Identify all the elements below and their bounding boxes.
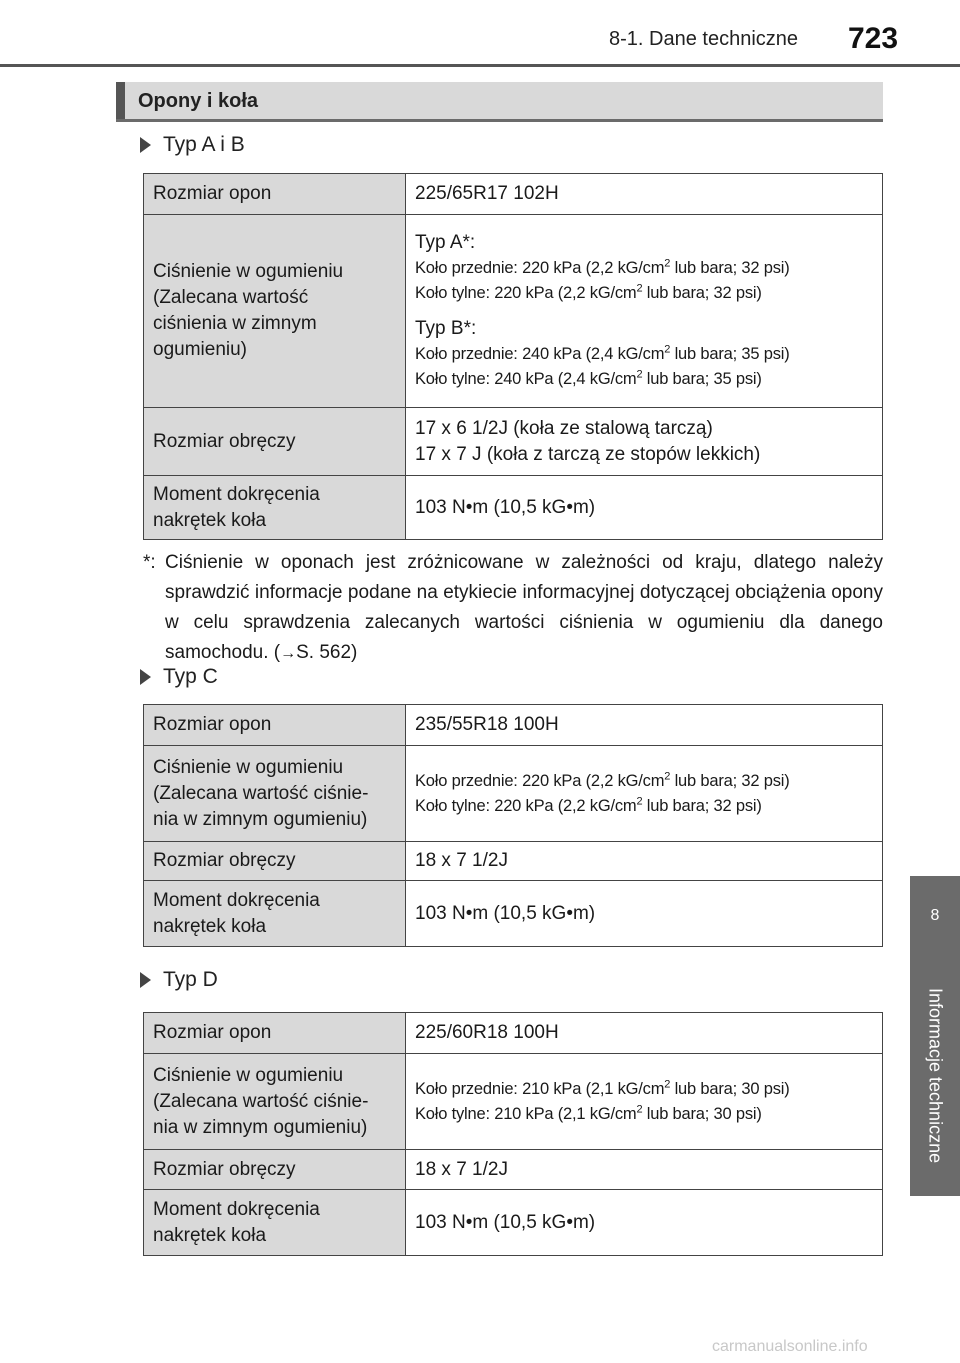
table-row <box>144 174 883 215</box>
table-row <box>144 1150 883 1190</box>
table-row <box>144 408 883 476</box>
row-label: Moment dokręcenia nakrętek koła <box>144 1190 406 1256</box>
row-value: 225/65R17 102H <box>406 174 883 215</box>
table-row <box>144 881 883 947</box>
row-value: 103 N•m (10,5 kG•m) <box>406 881 883 947</box>
subheading-label: Typ D <box>163 968 218 991</box>
row-label: Moment dokręcenia nakrętek koła <box>144 881 406 947</box>
footnote-page-ref: S. 562) <box>296 642 358 663</box>
section-title-bar <box>116 82 883 122</box>
row-label: Rozmiar opon <box>144 174 406 215</box>
table-row <box>144 1013 883 1054</box>
table-row <box>144 476 883 540</box>
pressure-front: Koło przednie: 210 kPa (2,1 $kG/cm^2$ lub bara; 30 psi) <box>415 1078 790 1098</box>
spec-table-type-ab <box>143 173 883 540</box>
subheading-label: Typ C <box>163 665 218 688</box>
pressure-rear: Koło tylne: 210 kPa (2,1 $kG/cm^2$ lub bara; 30 psi) <box>415 1103 762 1123</box>
arrow-right-icon: → <box>280 645 297 662</box>
spec-table-type-d <box>143 1012 883 1256</box>
row-label: Rozmiar opon <box>144 705 406 746</box>
pressure-rear: Koło tylne: 220 kPa (2,2 $kG/cm^2$ lub bara; 32 psi) <box>415 795 762 815</box>
row-value: 18 x 7 1/2J <box>406 842 883 881</box>
pressure-front: Koło przednie: 220 kPa (2,2 $kG/cm^2$ lub bara; 32 psi) <box>415 770 790 790</box>
table-row <box>144 1190 883 1256</box>
footnote-text: Ciśnienie w oponach jest zróżnicowane w zależności od kraju, dlatego należy sprawdzić informacje podane na etykiecie informacyjnej dotyczącej obciążenia opony w celu sprawdzenia zalecanych wartości ciśnienia w ogumieniu dla danego samochodu. ( <box>165 552 883 663</box>
row-value: 18 x 7 1/2J <box>406 1150 883 1190</box>
pressure-front: Koło przednie: 220 kPa (2,2 $kG/cm^2$ lub bara; 32 psi) <box>415 257 790 277</box>
pressure-front: Koło przednie: 240 kPa (2,4 $kG/cm^2$ lub bara; 35 psi) <box>415 343 790 363</box>
pressure-rear: Koło tylne: 240 kPa (2,4 $kG/cm^2$ lub bara; 35 psi) <box>415 368 762 388</box>
type-b-label: Typ B*: <box>415 318 477 339</box>
table-row <box>144 746 883 842</box>
row-label: Ciśnienie w ogumieniu (Zalecana wartość ciśnie- nia w zimnym ogumieniu) <box>144 746 406 842</box>
spec-table-type-c <box>143 704 883 947</box>
row-label: Rozmiar obręczy <box>144 842 406 881</box>
row-label: Ciśnienie w ogumieniu (Zalecana wartość ciśnienia w zimnym ogumieniu) <box>144 215 406 408</box>
footnote <box>143 548 883 669</box>
subheading-type-ab <box>140 133 245 157</box>
triangle-bullet-icon <box>140 137 151 153</box>
subheading-type-c <box>140 665 218 689</box>
header-rule <box>0 64 960 67</box>
row-label: Moment dokręcenia nakrętek koła <box>144 476 406 540</box>
row-label: Ciśnienie w ogumieniu (Zalecana wartość ciśnie- nia w zimnym ogumieniu) <box>144 1054 406 1150</box>
row-value <box>406 746 883 842</box>
triangle-bullet-icon <box>140 972 151 988</box>
footnote-marker: *: <box>143 552 156 573</box>
table-row <box>144 1054 883 1150</box>
row-value: 103 N•m (10,5 kG•m) <box>406 476 883 540</box>
row-value <box>406 215 883 408</box>
row-value: 103 N•m (10,5 kG•m) <box>406 1190 883 1256</box>
side-tab-label: Informacje techniczne <box>910 956 960 1196</box>
watermark: carmanualsonline.info <box>712 1338 868 1355</box>
table-row <box>144 705 883 746</box>
row-value: 235/55R18 100H <box>406 705 883 746</box>
type-a-label: Typ A*: <box>415 232 476 253</box>
section-title: Opony i koła <box>138 90 259 112</box>
triangle-bullet-icon <box>140 669 151 685</box>
row-label: Rozmiar obręczy <box>144 408 406 476</box>
row-value <box>406 1054 883 1150</box>
table-row <box>144 842 883 881</box>
subheading-label: Typ A i B <box>163 133 245 156</box>
header-section-title: 8-1. Dane techniczne <box>609 28 799 50</box>
subheading-type-d <box>140 968 218 992</box>
table-row <box>144 215 883 408</box>
section-accent <box>116 82 125 119</box>
row-value: 225/60R18 100H <box>406 1013 883 1054</box>
row-value: 17 x 6 1/2J (koła ze stalową tarczą) 17 x 7 J (koła z tarczą ze stopów lekkich) <box>406 408 883 476</box>
pressure-rear: Koło tylne: 220 kPa (2,2 $kG/cm^2$ lub bara; 32 psi) <box>415 282 762 302</box>
page-number: 723 <box>848 22 899 55</box>
row-label: Rozmiar opon <box>144 1013 406 1054</box>
side-tab-number: 8 <box>910 876 960 956</box>
row-label: Rozmiar obręczy <box>144 1150 406 1190</box>
